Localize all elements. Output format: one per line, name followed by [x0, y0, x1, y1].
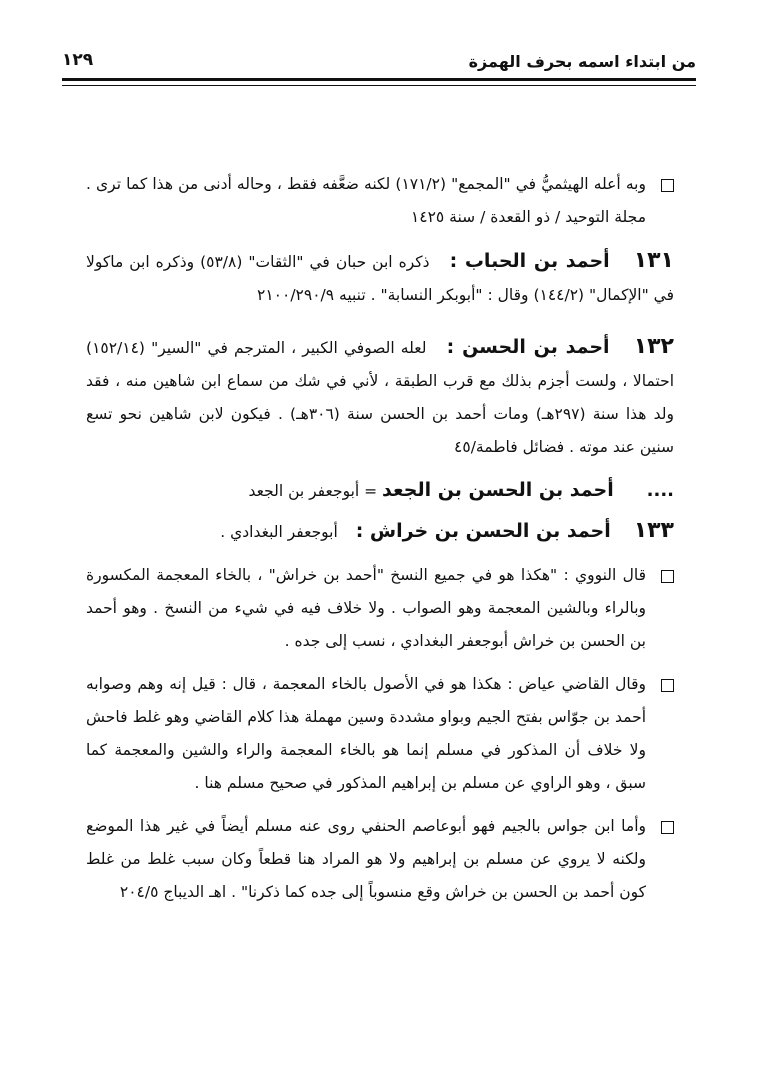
cross-reference [86, 474, 674, 508]
entry-131 [86, 244, 674, 312]
entry-133 [86, 514, 674, 549]
header-rule-thick [62, 78, 696, 81]
square-bullet-icon [661, 570, 674, 583]
entry-name: أحمد بن الحباب : [449, 250, 610, 272]
square-bullet-icon [661, 179, 674, 192]
square-bullet-icon [661, 821, 674, 834]
note-text: قال النووي : "هكذا هو في جميع النسخ "أحمد بن خراش" ، بالخاء المعجمة المكسورة وبالراء وبالشين المعجمة وهو الصواب . ولا خلاف فيه في شيء من النسخ . وهو أحمد بن الحسن بن خراش أبوجعفر البغدادي ، نسب إلى جده . [86, 566, 646, 650]
entry-132 [86, 330, 674, 464]
page-header [62, 44, 696, 74]
square-bullet-icon [661, 679, 674, 692]
note-block [86, 668, 674, 800]
header-rule-thin [62, 85, 696, 86]
note-block [86, 559, 674, 658]
crossref-name: أحمد بن الحسن بن الجعد [382, 479, 614, 501]
note-text: وأما ابن جواس بالجيم فهو أبوعاصم الحنفي روى عنه مسلم أيضاً في غير هذا الموضع ولكنه لا يروي عن مسلم بن إبراهيم ولا هو المراد هنا قطعاً وكان سبب غلط من غلط كون أحمد بن الحسن بن خراش وقع منسوباً إلى جده كما ذكرنا" . اهـ الديباج ٢٠٤/٥ [86, 817, 646, 901]
note-block [86, 810, 674, 909]
entry-number: ١٣٣ [633, 518, 674, 543]
running-title: من ابتداء اسمه بحرف الهمزة [468, 52, 696, 71]
entry-number: ١٣٢ [633, 334, 674, 359]
crossref-dots: .... [646, 480, 674, 501]
main-content [86, 168, 674, 919]
entry-text: ذكره ابن حبان في "الثقات" (٥٣/٨) وذكره ابن ماكولا في "الإكمال" (١٤٤/٢) وقال : "أبوبكر النسابة" . تنبيه ٢١٠٠/٢٩٠/٩ [86, 253, 674, 304]
entry-text: أبوجعفر البغدادي . [220, 523, 338, 541]
entry-name: أحمد بن الحسن بن خراش : [355, 520, 611, 542]
crossref-target: = أبوجعفر بن الجعد [248, 482, 378, 500]
entry-number: ١٣١ [633, 248, 674, 273]
entry-name: أحمد بن الحسن : [446, 336, 610, 358]
note-text: وقال القاضي عياض : هكذا هو في الأصول بالخاء المعجمة ، قال : قيل إنه وهم وصوابه أحمد بن جوّاس بفتح الجيم وبواو مشددة وسين مهملة هذا كلام القاضي وهو غلط فاحش ولا خلاف أن المذكور في مسلم إنما هو بالخاء المعجمة والراء والشين والمعجمة كما سبق ، وهو الراوي عن مسلم بن إبراهيم المذكور في صحيح مسلم هنا . [86, 675, 646, 792]
entry-text: لعله الصوفي الكبير ، المترجم في "السير" (١٥٢/١٤) احتمالا ، ولست أجزم بذلك مع قرب الطبقة ، لأني في شك من سماع ابن شاهين منه ، فقد ولد هذا سنة (٢٩٧هـ) ومات أحمد بن الحسن سنة (٣٠٦هـ) . فيكون لابن شاهين نحو تسع سنين عند موته . فضائل فاطمة/٤٥ [86, 339, 674, 456]
page-number: ١٢٩ [62, 50, 94, 70]
note-text: وبه أعله الهيثميُّ في "المجمع" (١٧١/٢) لكنه ضعَّفه فقط ، وحاله أدنى من هذا كما ترى . مجلة التوحيد / ذو القعدة / سنة ١٤٢٥ [86, 175, 646, 226]
note-block [86, 168, 674, 234]
